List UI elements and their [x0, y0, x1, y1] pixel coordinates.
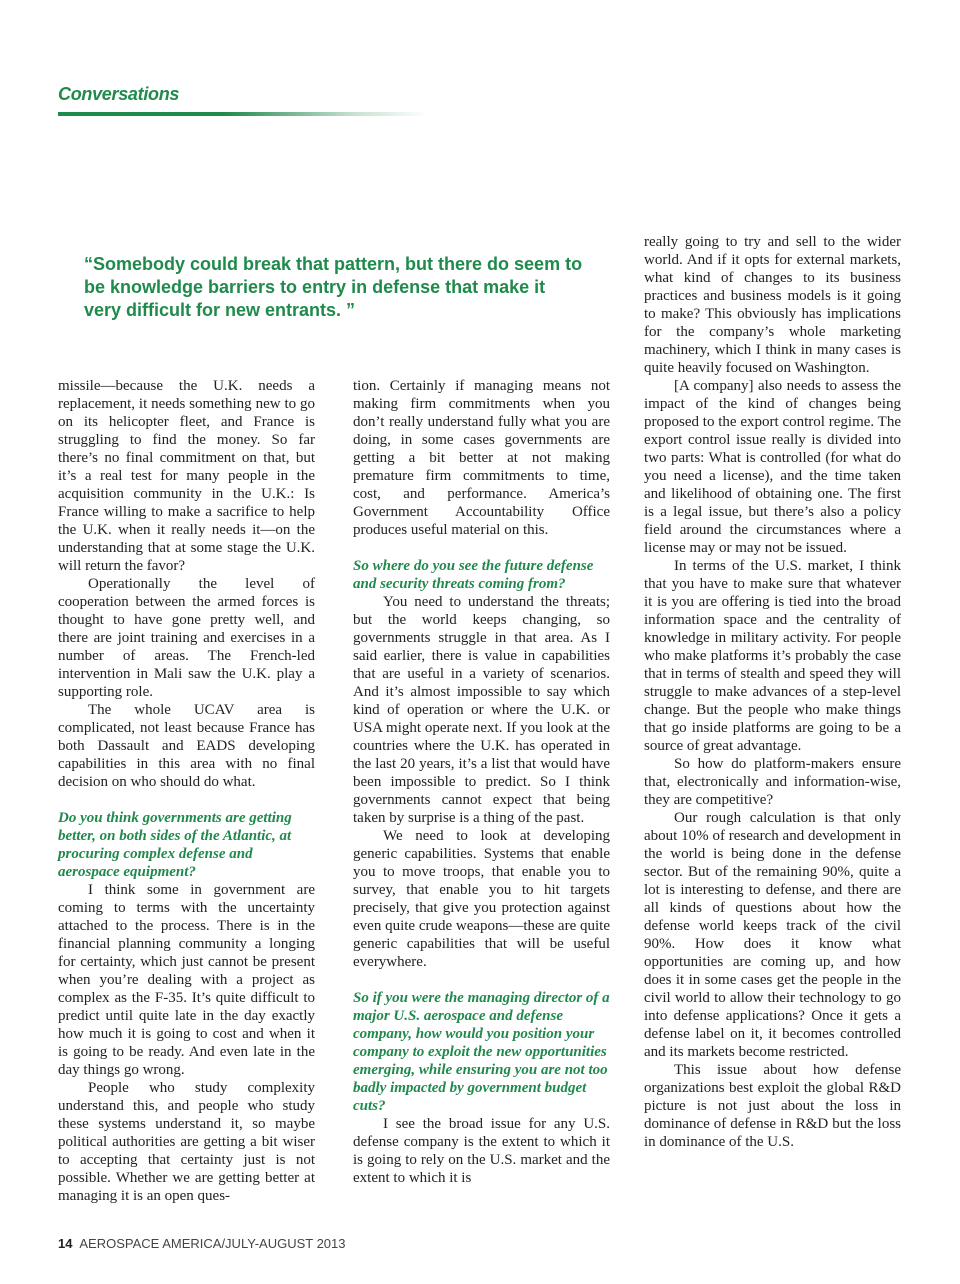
- page-number: 14: [58, 1236, 73, 1251]
- pull-quote: “Somebody could break that pattern, but there do seem to be knowledge barriers to entry in defense that make it very difficult for new entrants. ”: [84, 254, 583, 320]
- publication-info: AEROSPACE AMERICA/JULY-AUGUST 2013: [79, 1236, 346, 1251]
- paragraph: I think some in government are coming to terms with the uncertainty attached to the process. There is in the financial planning community a longing for certainty, which just cannot be present when you’re dealing with a project as complex as the F-35. It’s quite difficult to predict until quite late in the day exactly how much it is going to cost and when it is going to be ready. And even late in the day things go wrong.: [58, 882, 315, 1078]
- paragraph: The whole UCAV area is complicated, not least because France has both Dassault and EADS developing capabilities in this area with no final decision on who should do what.: [58, 702, 315, 790]
- interview-question: Do you think governments are getting better, on both sides of the Atlantic, at procuring complex defense and aerospace equipment?: [58, 810, 292, 880]
- paragraph: You need to understand the threats; but the world keeps changing, so governments struggle in that area. As I said earlier, there is value in capabilities that are useful in a variety of scenarios. And it’s almost impossible to say which kind of operation or where the U.K. or USA might operate next. If you look at the countries where the U.K. has operated in the last 20 years, it’s a list that would have been impossible to predict. So I think governments cannot expect that being taken by surprise is a thing of the past.: [353, 594, 610, 826]
- paragraph: I see the broad issue for any U.S. defense company is the extent to which it is going to rely on the U.S. market and the extent to which it is: [353, 1116, 610, 1186]
- paragraph: [A company] also needs to assess the impact of the kind of changes being proposed to the export control regime. The export control issue really is divided into two parts: What is controlled (for what do you need a license), and the time taken and likelihood of obtaining one. The first is a legal issue, but there’s also a policy field around the circumstances where a license may or may not be issued.: [644, 378, 901, 556]
- page-footer: [58, 1236, 346, 1251]
- article-column-2: [353, 377, 610, 1187]
- article-column-1: [58, 377, 315, 1205]
- section-rule: [58, 112, 428, 116]
- paragraph: missile—because the U.K. needs a replacement, it needs something new to go on its helicopter fleet, and France is struggling to find the money. So far there’s no final commitment on that, but it’s a real test for many people in the acquisition community in the U.K.: Is France willing to make a sacrifice to help the U.K. when it really needs it—on the understanding that at some stage the U.K. will return the favor?: [58, 378, 315, 574]
- interview-question: So where do you see the future defense and security threats coming from?: [353, 558, 594, 592]
- article-column-3: [644, 233, 901, 1151]
- paragraph: Our rough calculation is that only about 10% of research and development in the world is being done in the defense sector. But of the remaining 90%, quite a lot is interesting to defense, and there are all kinds of questions about how the defense world keeps track of the civil 90%. How does it know what opportunities are coming up, and how does it in some cases get the people in the civil world to allow their technology to go into defense applications? Once it gets a defense label on it, it becomes controlled and its markets become restricted.: [644, 810, 901, 1060]
- section-label: Conversations: [58, 84, 180, 104]
- paragraph: Operationally the level of cooperation between the armed forces is thought to have gone pretty well, and there are joint training and exercises in a number of areas. The French-led intervention in Mali saw the U.K. play a supporting role.: [58, 576, 315, 700]
- interview-question: So if you were the managing director of a major U.S. aerospace and defense company, how would you position your company to exploit the new opportunities emerging, while ensuring you are not too badly impacted by government budget cuts?: [353, 990, 610, 1114]
- paragraph: This issue about how defense organizations best exploit the global R&D picture is not just about the loss in dominance of defense in R&D but the loss in dominance of the U.S.: [644, 1062, 901, 1150]
- paragraph: People who study complexity understand this, and people who study these systems understand it, so maybe political authorities are getting a bit wiser to accepting that certainty just is not possible. Whether we are getting better at managing it is an open ques-: [58, 1080, 315, 1204]
- paragraph: In terms of the U.S. market, I think that you have to make sure that whatever it is you are offering is tied into the broad information space and the centrality of knowledge in military activity. For people who make platforms it’s probably the case that in terms of stealth and speed they will struggle to make advances of a step-level change. But the people who make things that go inside platforms are going to be a source of great advantage.: [644, 558, 901, 754]
- paragraph: tion. Certainly if managing means not making firm commitments when you don’t really understand fully what you are doing, in some cases governments are getting a bit better at not making premature firm commitments to time, cost, and performance. America’s Government Accountability Office produces useful material on this.: [353, 378, 610, 538]
- paragraph: really going to try and sell to the wider world. And if it opts for external markets, what kind of changes to its business practices and business models is it going to make? This obviously has implications for the company’s whole marketing machinery, which I think in many cases is quite heavily focused on Washington.: [644, 234, 901, 376]
- paragraph: We need to look at developing generic capabilities. Systems that enable you to move troops, that enable you to survey, that enable you to hit targets precisely, that give you protection against even quite crude weapons—these are quite generic capabilities that will be useful everywhere.: [353, 828, 610, 970]
- paragraph: So how do platform-makers ensure that, electronically and information-wise, they are competitive?: [644, 756, 901, 808]
